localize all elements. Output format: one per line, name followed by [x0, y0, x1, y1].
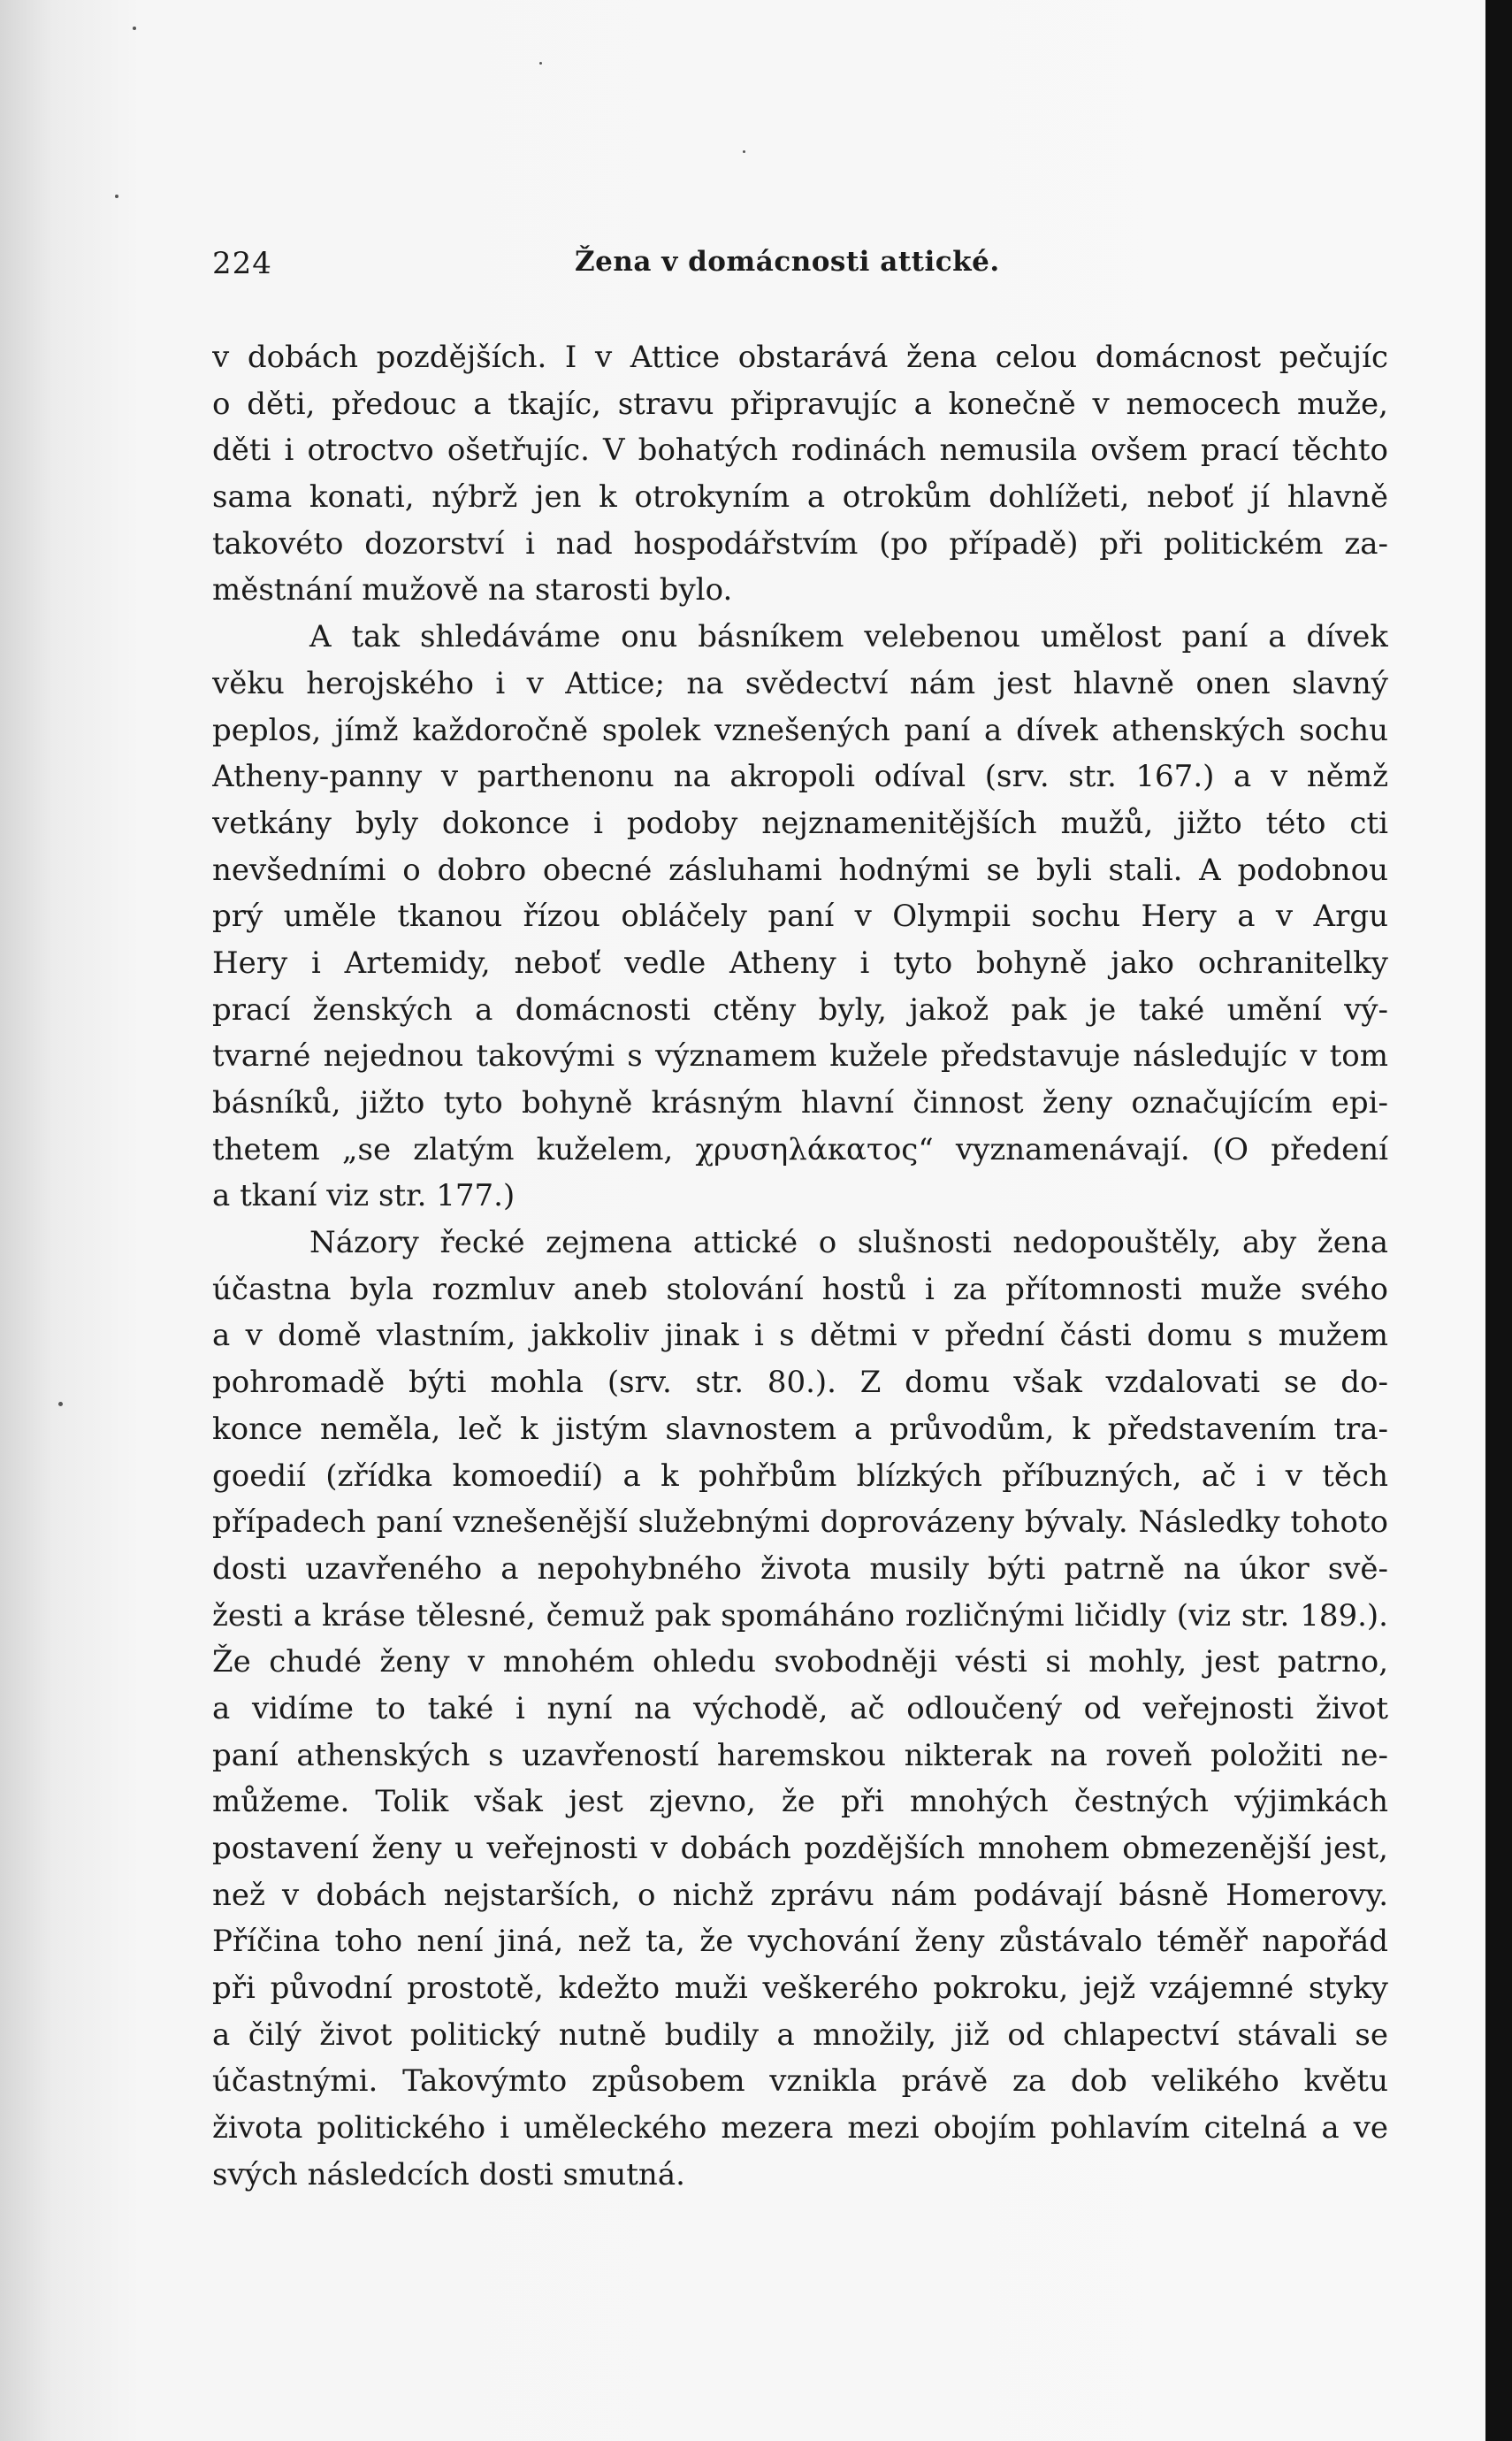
text-line: thetem „se zlatým kuželem, χρυσηλάκατος“ vyznamenávají. (O předení	[212, 1131, 1388, 1167]
page-number: 224	[212, 246, 272, 281]
text-line: vetkány byly dokonce i podoby nejznamenitějších mužů, jižto této cti	[212, 805, 1388, 841]
text-line: goedií (zřídka komoedií) a k pohřbům blízkých příbuzných, ač i v těch	[212, 1458, 1388, 1494]
text-line: Názory řecké zejmena attické o slušnosti nedopouštěly, aby žena	[309, 1225, 1388, 1261]
text-line: případech paní vznešenější služebnými doprovázeny bývaly. Následky tohoto	[212, 1504, 1388, 1541]
text-line: takovéto dozorství i nad hospodářstvím (po případě) při politickém za-	[212, 525, 1388, 562]
text-line: prací ženských a domácnosti ctěny byly, jakož pak je také umění vý-	[212, 991, 1388, 1028]
text-line: peplos, jímž každoročně spolek vznešených paní a dívek athenských sochu	[212, 712, 1388, 748]
text-line: než v dobách nejstarších, o nichž zprávu nám podávají básně Homerovy.	[212, 1877, 1388, 1913]
text-line: městnání mužově na starosti bylo.	[212, 572, 733, 608]
page-header	[212, 246, 1388, 290]
text-line: konce neměla, leč k jistým slavnostem a průvodům, k představením tra-	[212, 1411, 1388, 1447]
text-line: věku herojského i v Attice; na svědectví nám jest hlavně onen slavný	[212, 665, 1388, 701]
text-line: při původní prostotě, kdežto muži veškerého pokroku, jejž vzájemné styky	[212, 1970, 1388, 2007]
text-line: Příčina toho není jiná, než ta, že vychování ženy zůstávalo téměř napořád	[212, 1924, 1388, 1960]
text-line: o děti, předouc a tkajíc, stravu připravujíc a konečně v nemocech muže,	[212, 386, 1388, 422]
text-line: účastnými. Takovýmto způsobem vznikla právě za dob velikého květu	[212, 2063, 1388, 2100]
running-head: Žena v domácnosti attické.	[575, 246, 1000, 278]
text-line: nevšedními o dobro obecné zásluhami hodnými se byli stali. A podobnou	[212, 852, 1388, 888]
text-line: tvarné nejednou takovými s významem kužele představuje následujíc v tom	[212, 1038, 1388, 1075]
scan-border	[1485, 0, 1512, 2441]
text-line: děti i otroctvo ošetřujíc. V bohatých rodinách nemusila ovšem prací těchto	[212, 432, 1388, 469]
text-line: Hery i Artemidy, neboť vedle Atheny i tyto bohyně jako ochranitelky	[212, 945, 1388, 981]
text-line: účastna byla rozmluv aneb stolování hostů i za přítomnosti muže svého	[212, 1271, 1388, 1307]
text-line: dosti uzavřeného a nepohybného života musily býti patrně na úkor svě-	[212, 1550, 1388, 1587]
text-line: a tkaní viz str. 177.)	[212, 1178, 515, 1214]
text-line: žesti a kráse tělesné, čemuž pak spomáháno rozličnými ličidly (viz str. 189.).	[212, 1597, 1388, 1634]
text-line: svých následcích dosti smutná.	[212, 2156, 685, 2192]
text-line: A tak shledáváme onu básníkem velebenou umělost paní a dívek	[309, 619, 1388, 655]
text-line: paní athenských s uzavřeností haremskou nikterak na roveň položiti ne-	[212, 1737, 1388, 1773]
text-line: a čilý život politický nutně budily a množily, již od chlapectví stávali se	[212, 2016, 1388, 2053]
text-line: života politického i uměleckého mezera mezi obojím pohlavím citelná a ve	[212, 2110, 1388, 2146]
text-line: můžeme. Tolik však jest zjevno, že při mnohých čestných výjimkách	[212, 1784, 1388, 1820]
text-line: pohromadě býti mohla (srv. str. 80.). Z domu však vzdalovati se do-	[212, 1365, 1388, 1401]
text-line: postavení ženy u veřejnosti v dobách pozdějších mnohem obmezenější jest,	[212, 1831, 1388, 1866]
text-line: v dobách pozdějších. I v Attice obstarává žena celou domácnost pečujíc	[212, 340, 1388, 375]
text-line: básníků, jižto tyto bohyně krásným hlavní činnost ženy označujícím epi-	[212, 1085, 1388, 1121]
text-line: a vidíme to také i nyní na východě, ač odloučený od veřejnosti život	[212, 1690, 1388, 1726]
text-line: sama konati, nýbrž jen k otrokyním a otrokům dohlížeti, neboť jí hlavně	[212, 479, 1388, 516]
text-line: Atheny-panny v parthenonu na akropoli odíval (srv. str. 167.) a v němž	[212, 759, 1388, 795]
text-line: Že chudé ženy v mnohém ohledu svobodněji vésti si mohly, jest patrno,	[212, 1644, 1388, 1680]
body-text	[212, 334, 1388, 2199]
text-line: prý uměle tkanou řízou obláčely paní v Olympii sochu Hery a v Argu	[212, 899, 1388, 935]
text-line: a v domě vlastním, jakkoliv jinak i s dětmi v přední části domu s mužem	[212, 1318, 1388, 1354]
